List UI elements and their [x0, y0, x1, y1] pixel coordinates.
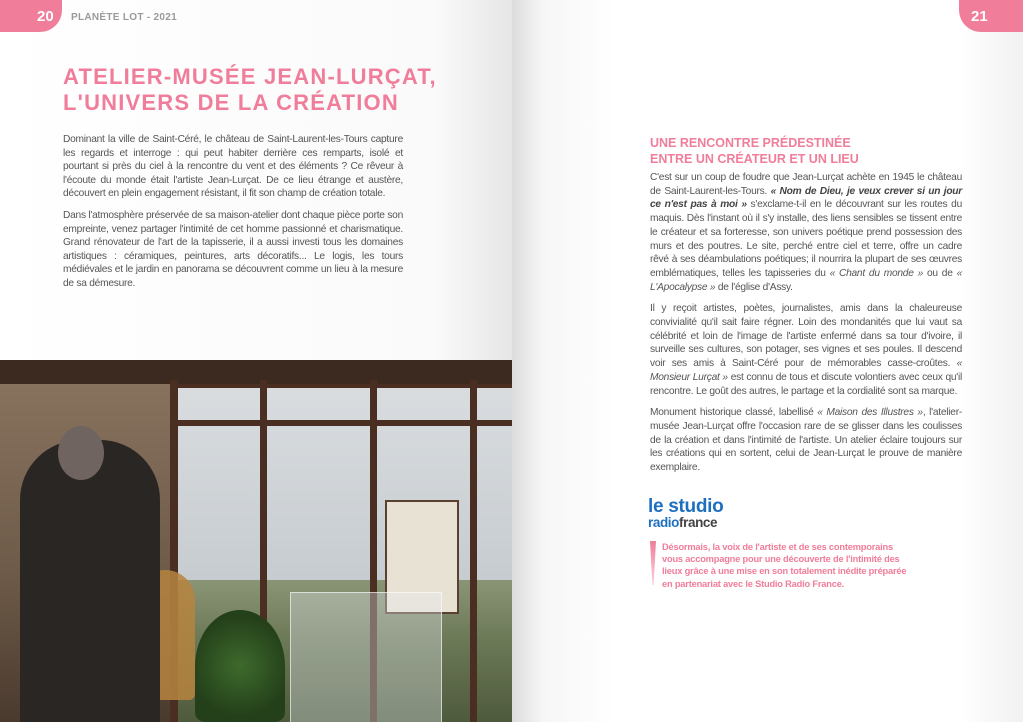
label-name: « Maison des Illustres »: [817, 407, 923, 419]
article-body: [650, 171, 962, 483]
page-number-left: 20: [37, 8, 54, 25]
page-number-right: 21: [971, 8, 988, 25]
page-number-tab-left: [0, 0, 62, 32]
body-paragraph-3: Monument historique classé, labellisé « Maison des Illustres », l'atelier-musée Jean-Lurçat offre l'occasion rare de se glisser dans les coulisses de la création et dans l'intimité de l'artiste. Un atelier éclaire toujours sur les créations qui en sortent, celui de Jean-Lurçat le prouve de manière exemplaire.: [650, 407, 962, 474]
intro-paragraph-1: Dominant la ville de Saint-Céré, le château de Saint-Laurent-les-Tours capture les regards et interroge : qui peut habiter derrière ces remparts, isolé et pourtant si près du ciel à la rencontre du vent et des éléments ? Ce rêveur à l'écoute du monde était l'artiste Jean-Lurçat. De ce lieu étrange et austère, découvert en plein engagement résistant, il fit son champ de création totale.: [63, 134, 403, 200]
body-paragraph-2: Il y reçoit artistes, poètes, journalistes, amis dans la chaleureuse convivialité qu'il sait faire régner. Loin des mondanités que lui vaut sa célébrité et loin de l'image de l'artiste enfermé dans sa tour d'ivoire, il surveille ses cultures, son potager, ses vignes et ses poules. Il descend voir ses amis à Saint-Céré pour de mémorables casse-croûtes. « Monsieur Lurçat » est connu de tous et discute volontiers avec ceux qu'il rencontre. Le goût des autres, le partage et la cordialité sont sa marque.: [650, 303, 962, 397]
quote-lurcat: « Nom de Dieu, je veux crever si un jour ce n'est pas à moi »: [650, 185, 962, 211]
work-title: « Chant du monde »: [829, 267, 923, 279]
page-number-tab-right: [959, 0, 1023, 32]
logo-line-1: le studio: [648, 496, 724, 517]
section-heading-line-2: ENTRE UN CRÉATEUR ET UN LIEU: [650, 152, 859, 166]
title-line-2: L'UNIVERS DE LA CRÉATION: [63, 90, 399, 115]
magazine-name: PLANÈTE LOT - 2021: [71, 12, 177, 23]
logo-line-2: radiofrance: [648, 515, 718, 530]
body-paragraph-1: C'est sur un coup de foudre que Jean-Lurçat achète en 1945 le château de Saint-Laurent-les-Tours. « Nom de Dieu, je veux crever si un jour ce n'est pas à moi » s'exclame-t-il en le découvrant sur les routes du maquis. Dès l'instant où il s'y installe, des liens sensibles se tissent entre le créateur et sa forteresse, son univers poétique prend possession des murs et des poutres. Le site, perché entre ciel et terre, offre un cadre rêvé à ses déambulations poétiques; il nourrira la plupart de ses œuvres emblématiques, telles les tapisseries du « Chant du monde » ou de « L'Apocalypse » de l'église d'Assy.: [650, 172, 962, 293]
intro-paragraph-2: Dans l'atmosphère préservée de sa maison-atelier dont chaque pièce porte son empreinte, venez partager l'intimité de cet homme passionné et charismatique. Grand rénovateur de l'art de la tapisserie, il a aussi investi tous les domaines artistiques : céramiques, peintures, arts décoratifs... Le logis, les tours médiévales et le jardin en panorama se découvrent comme un lieu à la mesure de sa démesure.: [63, 209, 403, 289]
work-title: « L'Apocalypse »: [650, 267, 962, 293]
section-heading-line-1: UNE RENCONTRE PRÉDESTINÉE: [650, 136, 851, 150]
museum-photo: [0, 360, 512, 722]
studio-radio-france-logo: [648, 497, 723, 530]
title-line-1: ATELIER-MUSÉE JEAN-LURÇAT,: [63, 64, 437, 89]
visitor-figure: [20, 440, 160, 722]
display-case: [290, 592, 442, 722]
callout-text: Désormais, la voix de l'artiste et de ses contemporains vous accompagne pour une découverte de l'intimité des lieux grâce à une mise en son totalement inédite préparée en partenariat avec le Studio Radio France.: [662, 542, 907, 589]
section-heading: [650, 135, 859, 167]
article-title: [63, 64, 503, 116]
intro-text: [63, 133, 403, 299]
nickname: « Monsieur Lurçat »: [650, 358, 962, 383]
